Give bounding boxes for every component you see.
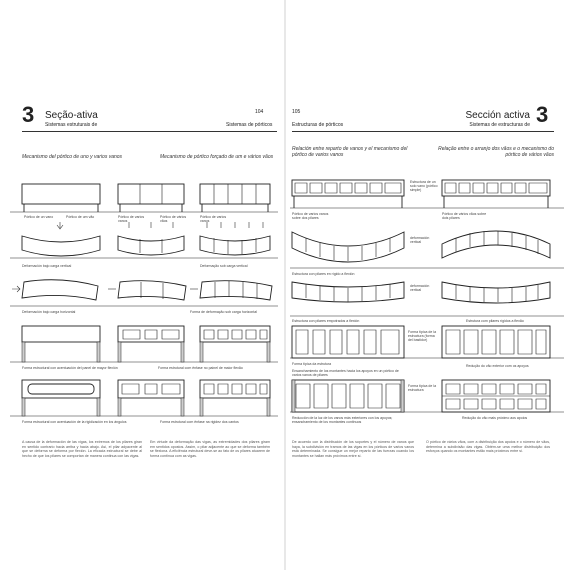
caption-r7: Estructura con pilares empotrados a flexión (292, 319, 360, 323)
mechanism-heading-left: Relación entre reparto de vanos y el mecanismo del pórtico de varios vanos (292, 146, 408, 158)
caption-c8: Deformação sob carga vertical (200, 264, 248, 268)
page-title: Sección activa (465, 110, 530, 121)
body-text-a: A causa de la deformación de las vigas, los extremos de los pilares giran en sentido contrario hacia arriba y hacia abajo. Así, el pilar adyacente al que se deforma se deforma por flexión. La eficacia estructural se debe al hecho de que los pilares se comportan de manera continua con las vigas. (22, 440, 142, 458)
caption-r1: Estructura de un solo vano (pórtico simple) (410, 180, 438, 192)
caption-r2: Pórtico de varios vanos sobre dos pilares (292, 212, 329, 220)
caption-c5: Pórtico de varios vanos (200, 215, 227, 223)
caption-c7: Deformación bajo carga horizontal (22, 310, 76, 314)
caption-r5: Estructura con pilares en rígido a flexión (292, 272, 355, 276)
caption-r12: Reducción de la luz de los vanos más exteriores con los apoyos; ensanchamiento de los montantes continuos (292, 416, 393, 424)
page-subtitle: Sistemas de estructuras de (469, 122, 530, 128)
page-number: 104 (255, 109, 264, 115)
chapter-number: 3 (536, 102, 549, 127)
caption-c9: Forma de deformação sob carga horizontal (190, 310, 257, 314)
caption-c11: Forma estrutural com ênfase no painel de maior flexão (158, 366, 243, 370)
caption-r8: Estrutura com pilares rígidos a flexão (466, 319, 524, 323)
caption-r13: Forma típica de la estructura (408, 384, 437, 392)
caption-r9: Forma típica de la estructura (forma del bastidor) (408, 330, 437, 342)
mechanism-heading-right: Relação entre o arranjo dos vãos e o mecanismo do pórtico de vários vãos (438, 146, 554, 158)
running-head: Estructuras de pórticos (292, 122, 344, 128)
body-text-b: Em virtude da deformação das vigas, as extremidades dos pilares giram em sentidos opostos. Assim, o pilar adjacente ao que se deforma também se flexiona. A eficiência estrutural deve-se ao fato de os pilares atuarem de forma contínua com as vigas. (150, 440, 270, 458)
caption-r11: Ensanchamiento de los montantes hacia los apoyos en un pórtico de varios vanos de pilares (292, 369, 399, 377)
caption-c2: Pórtico de um vão (66, 215, 95, 219)
page-subtitle: Sistemas estruturais de (45, 122, 98, 128)
caption-r3: Pórtico de vários vãos sobre dois pilares (442, 212, 487, 220)
caption-c10: Forma estructural con acentuación del panel de mayor flexión (22, 366, 118, 370)
caption-c6: Deformación bajo carga vertical (22, 264, 72, 268)
left-frame-diagrams (0, 0, 284, 570)
mechanism-heading-right: Mecanismo de pórtico forçado de um e vários vãos (160, 154, 274, 160)
caption-r15: Redução do vão mais próximo aos apoios (462, 416, 528, 420)
chapter-number: 3 (22, 102, 35, 127)
caption-r10: Forma típica da estrutura (292, 362, 332, 366)
caption-c13: Forma estrutural com ênfase na rigidez dos cantos (160, 420, 239, 424)
caption-c4: Pórtico de vários vãos (160, 215, 187, 223)
caption-r14: Redução do vão exterior com os apoyos (466, 364, 529, 368)
page-title: Seção-ativa (45, 110, 98, 121)
caption-r6: deformación vertical (410, 284, 430, 292)
right-page (286, 0, 570, 570)
caption-r4: deformación vertical (410, 236, 430, 244)
caption-c3: Pórtico de varios vanos (118, 215, 145, 223)
body-text-a: De acuerdo con la distribución de los soportes y el número de vanos que haya, la subdivisión en tramos de las vigas en los pórticos de varios vanos está determinada. Se consigue un mejor reparto de las fuerzas cuando los montantes se hallan más próximos entre sí. (292, 440, 414, 458)
caption-c12: Forma estructural con acentuación de la rigidización en los ángulos (22, 420, 127, 424)
body-text-b: O pórtico de vários vãos, com a distribuição dos apoios e o número de vãos, determina a subdivisão das vigas. Obtém-se uma melhor distribuição dos esforços quando os montantes estão mais próximos entre si. (426, 440, 550, 454)
caption-c1: Pórtico de un vano (24, 215, 54, 219)
left-page (0, 0, 284, 570)
mechanism-heading-left: Mecanismo del pórtico de uno y varios vanos (22, 154, 123, 160)
running-head: Sistemas de pórticos (226, 122, 273, 128)
page-number: 105 (292, 109, 301, 115)
